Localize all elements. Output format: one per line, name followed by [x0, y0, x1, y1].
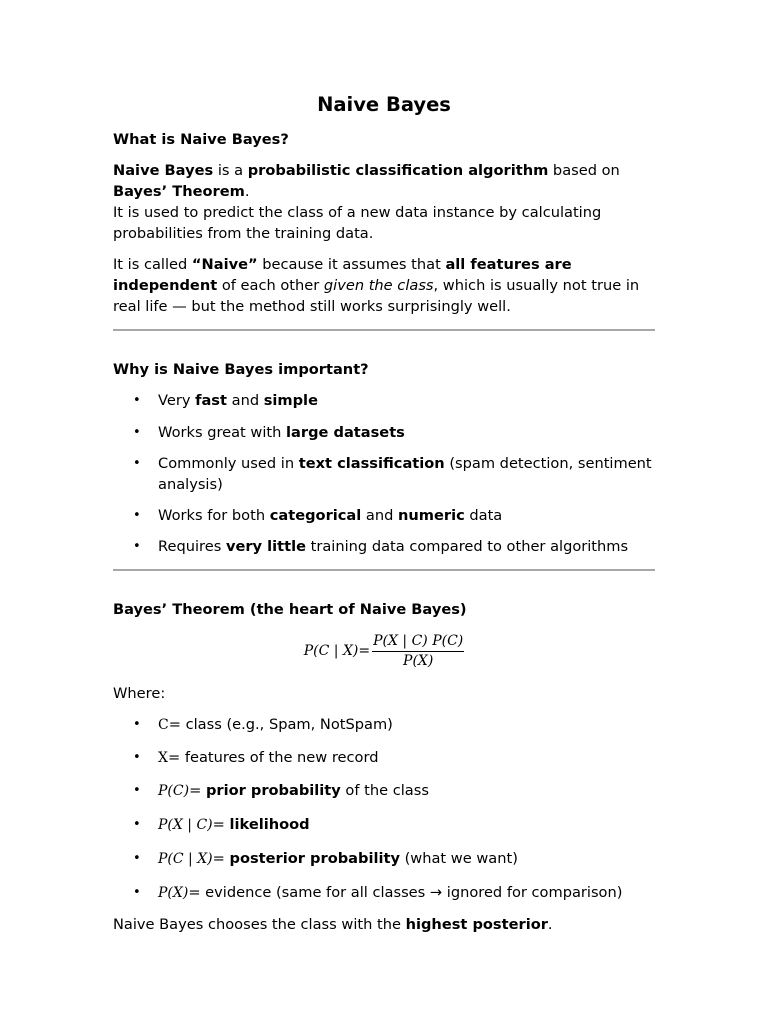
list-item: • Commonly used in text classification (spam detection, sentiment analysis): [113, 453, 655, 495]
list-item: • P(X | C)= likelihood: [113, 814, 655, 836]
naive-explanation-paragraph: It is called “Naive” because it assumes that all features are independent of each other given the class, which is usually not true in real life — but the method still works surprisingly well.: [113, 256, 640, 315]
formula-numerator: P(X | C) P(C): [372, 633, 464, 652]
bayes-formula: [113, 633, 655, 673]
list-item: • Works for both categorical and numeric data: [113, 505, 655, 526]
section-heading-what: What is Naive Bayes?: [113, 131, 289, 148]
list-item: • Requires very little training data compared to other algorithms: [113, 536, 655, 557]
term-probabilistic: probabilistic classification algorithm: [247, 162, 549, 179]
term-bayes-theorem: Bayes’ Theorem: [113, 183, 245, 200]
term-naive-bayes: Naive Bayes: [113, 162, 214, 179]
list-item: • P(C | X)= posterior probability (what we want): [113, 848, 655, 870]
purpose-paragraph: It is used to predict the class of a new data instance by calculating probabilities from the training data.: [113, 204, 602, 242]
section-heading-why: Why is Naive Bayes important?: [113, 361, 369, 378]
divider: [113, 569, 655, 571]
list-item: • P(X)= evidence (same for all classes → ignored for comparison): [113, 882, 655, 904]
formula-lhs: P(C | X)=: [303, 643, 371, 659]
document-content: [113, 93, 655, 935]
definition-paragraph: Naive Bayes is a probabilistic classification algorithm based on Bayes’ Theorem.: [113, 162, 620, 200]
list-item: • Works great with large datasets: [113, 422, 655, 443]
divider: [113, 329, 655, 331]
list-item: • X= features of the new record: [113, 747, 655, 769]
list-item: • C= class (e.g., Spam, NotSpam): [113, 714, 655, 736]
list-item: • Very fast and simple: [113, 390, 655, 411]
variables-list: [113, 714, 655, 904]
conclusion-paragraph: Naive Bayes chooses the class with the highest posterior.: [113, 916, 553, 933]
list-item: • P(C)= prior probability of the class: [113, 780, 655, 802]
page-title: Naive Bayes: [317, 93, 451, 116]
section-heading-theorem: Bayes’ Theorem (the heart of Naive Bayes): [113, 601, 467, 618]
formula-fraction: [372, 633, 464, 670]
importance-list: [113, 390, 655, 557]
where-label: Where:: [113, 685, 166, 702]
formula-denominator: P(X): [403, 653, 434, 669]
